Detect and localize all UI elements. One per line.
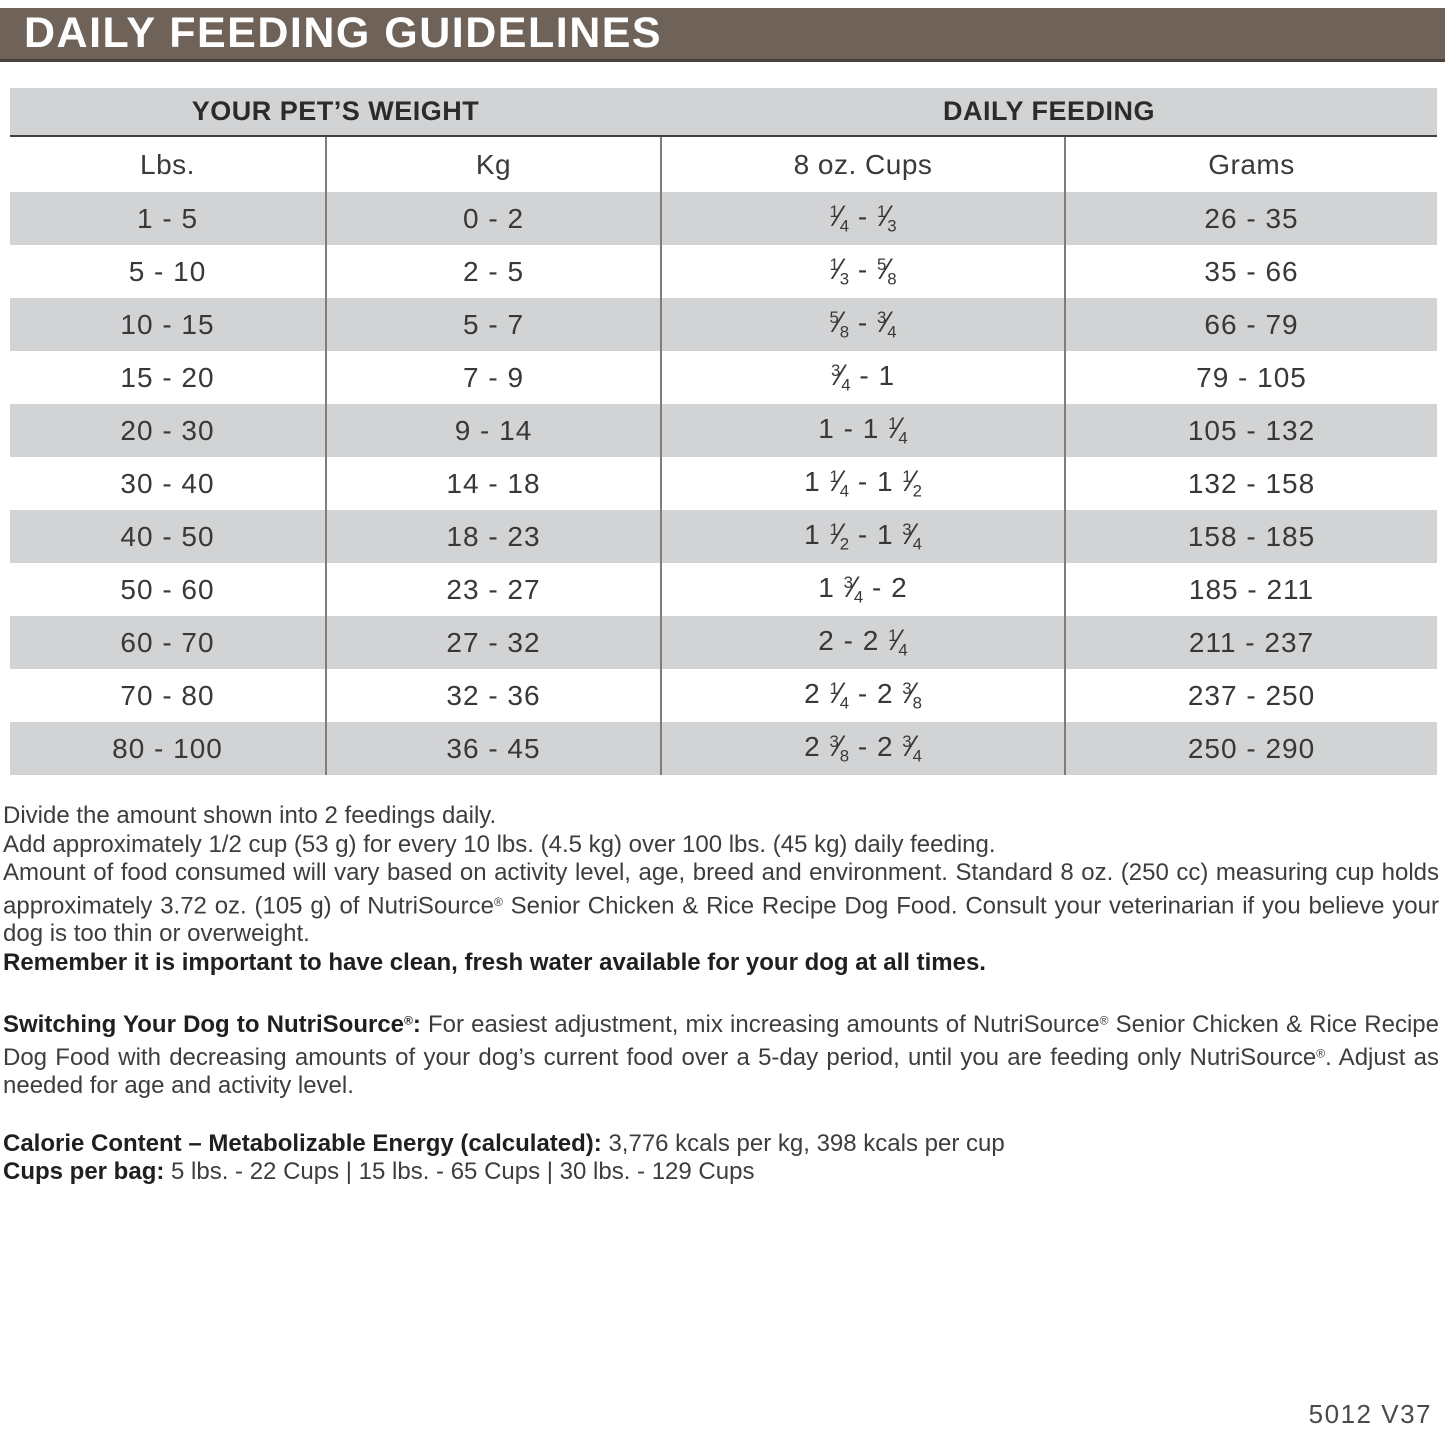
cell-lbs: 5 - 10 <box>10 245 326 298</box>
table-row <box>10 298 1437 351</box>
column-header-kg: Kg <box>326 136 661 192</box>
table-row <box>10 510 1437 563</box>
cell-lbs: 15 - 20 <box>10 351 326 404</box>
switching-lead: Switching Your Dog to NutriSource®: <box>3 1010 421 1038</box>
table-row <box>10 563 1437 616</box>
calorie-content-line <box>3 1130 1439 1159</box>
cell-grams: 66 - 79 <box>1065 298 1437 351</box>
feeding-table-body <box>10 192 1437 775</box>
calorie-content-lead: Calorie Content – Metabolizable Energy (calculated): <box>3 1129 602 1157</box>
table-row <box>10 616 1437 669</box>
cell-kg: 2 - 5 <box>326 245 661 298</box>
column-header-grams: Grams <box>1065 136 1437 192</box>
cell-grams: 158 - 185 <box>1065 510 1437 563</box>
title-bar <box>0 8 1445 62</box>
cell-grams: 185 - 211 <box>1065 563 1437 616</box>
cell-lbs: 40 - 50 <box>10 510 326 563</box>
cell-kg: 14 - 18 <box>326 457 661 510</box>
cell-grams: 250 - 290 <box>1065 722 1437 775</box>
cell-kg: 27 - 32 <box>326 616 661 669</box>
cell-cups: 2 - 2 $^1$⁄4 <box>661 616 1065 669</box>
table-row <box>10 404 1437 457</box>
cell-lbs: 80 - 100 <box>10 722 326 775</box>
note-fresh-water: Remember it is important to have clean, fresh water available for your dog at all times. <box>3 948 986 976</box>
cell-grams: 132 - 158 <box>1065 457 1437 510</box>
column-header-lbs: Lbs. <box>10 136 326 192</box>
switching-text: For easiest adjustment, mix increasing amounts of NutriSource® Senior Chicken & Rice Recipe Dog Food with decreasing amounts of your dog’s current food over a 5-day period, until you are feeding only NutriSource®. Adjust as needed for age and activity level. <box>3 1010 1439 1100</box>
cell-kg: 36 - 45 <box>326 722 661 775</box>
table-group-header-row <box>10 88 1437 136</box>
switching-paragraph <box>3 1006 1439 1100</box>
cell-lbs: 70 - 80 <box>10 669 326 722</box>
cell-cups: $^1$⁄3 - $^5$⁄8 <box>661 245 1065 298</box>
cell-lbs: 10 - 15 <box>10 298 326 351</box>
table-row <box>10 245 1437 298</box>
table-row <box>10 351 1437 404</box>
page-title: DAILY FEEDING GUIDELINES <box>24 9 663 57</box>
cell-grams: 105 - 132 <box>1065 404 1437 457</box>
note-add-amount: Add approximately 1/2 cup (53 g) for every 10 lbs. (4.5 kg) over 100 lbs. (45 kg) daily feeding. <box>3 830 996 858</box>
note-amount-varies: Amount of food consumed will vary based on activity level, age, breed and environment. Standard 8 oz. (250 cc) measuring cup holds approximately 3.72 oz. (105 g) of NutriSource® Senior Chicken & Rice Recipe Dog Food. Consult your veterinarian if you believe your dog is too thin or overweight. <box>3 859 1439 948</box>
cell-cups: 1 $^1$⁄2 - 1 $^3$⁄4 <box>661 510 1065 563</box>
table-row <box>10 669 1437 722</box>
cell-grams: 26 - 35 <box>1065 192 1437 245</box>
cell-grams: 237 - 250 <box>1065 669 1437 722</box>
calorie-content-value: 3,776 kcals per kg, 398 kcals per cup <box>608 1129 1005 1157</box>
cell-cups: $^5$⁄8 - $^3$⁄4 <box>661 298 1065 351</box>
group-header-daily-feeding: DAILY FEEDING <box>661 88 1437 136</box>
cell-grams: 211 - 237 <box>1065 616 1437 669</box>
cell-kg: 5 - 7 <box>326 298 661 351</box>
cell-cups: 2 $^1$⁄4 - 2 $^3$⁄8 <box>661 669 1065 722</box>
label-version-code: 5012 V37 <box>1308 1399 1432 1429</box>
cups-per-bag-line <box>3 1158 1439 1187</box>
cell-kg: 9 - 14 <box>326 404 661 457</box>
feeding-notes <box>3 802 1439 1187</box>
cell-kg: 0 - 2 <box>326 192 661 245</box>
cups-per-bag-value: 5 lbs. - 22 Cups | 15 lbs. - 65 Cups | 30 lbs. - 129 Cups <box>171 1158 755 1186</box>
cell-grams: 79 - 105 <box>1065 351 1437 404</box>
table-row <box>10 192 1437 245</box>
cell-lbs: 1 - 5 <box>10 192 326 245</box>
cell-lbs: 30 - 40 <box>10 457 326 510</box>
table-row <box>10 457 1437 510</box>
cell-cups: 1 $^1$⁄4 - 1 $^1$⁄2 <box>661 457 1065 510</box>
cell-lbs: 60 - 70 <box>10 616 326 669</box>
cell-cups: 1 $^3$⁄4 - 2 <box>661 563 1065 616</box>
note-divide-feedings: Divide the amount shown into 2 feedings daily. <box>3 802 497 829</box>
feeding-table <box>10 88 1437 775</box>
cell-grams: 35 - 66 <box>1065 245 1437 298</box>
cell-cups: 2 $^3$⁄8 - 2 $^3$⁄4 <box>661 722 1065 775</box>
cell-kg: 23 - 27 <box>326 563 661 616</box>
cell-kg: 18 - 23 <box>326 510 661 563</box>
cell-lbs: 20 - 30 <box>10 404 326 457</box>
cell-cups: $^1$⁄4 - $^1$⁄3 <box>661 192 1065 245</box>
column-header-cups: 8 oz. Cups <box>661 136 1065 192</box>
group-header-pet-weight: YOUR PET’S WEIGHT <box>10 88 661 136</box>
cell-kg: 32 - 36 <box>326 669 661 722</box>
cell-cups: 1 - 1 $^1$⁄4 <box>661 404 1065 457</box>
table-column-header-row <box>10 136 1437 192</box>
cups-per-bag-lead: Cups per bag: <box>3 1158 165 1186</box>
cell-cups: $^3$⁄4 - 1 <box>661 351 1065 404</box>
cell-kg: 7 - 9 <box>326 351 661 404</box>
table-row <box>10 722 1437 775</box>
cell-lbs: 50 - 60 <box>10 563 326 616</box>
